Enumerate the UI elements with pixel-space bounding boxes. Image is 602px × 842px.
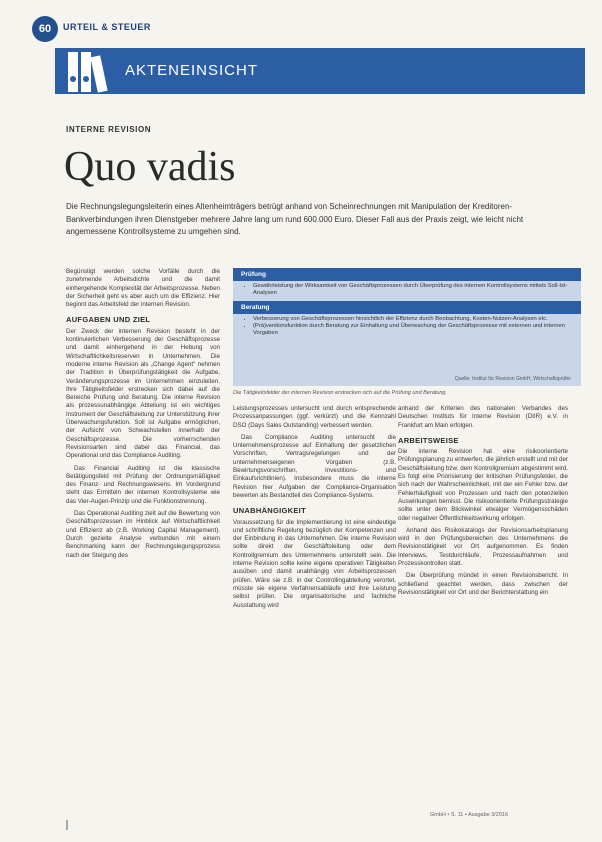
page-footer: GmbH • S. 11 • Ausgabe 3/2016 <box>430 812 509 818</box>
subhead-arbeitsweise: ARBEITSWEISE <box>398 435 459 445</box>
list-item: • Gewährleistung der Wirksamkeit von Geschäftsprozessen durch Überprüfung des internen Kontrollsystems mittels Soll-Ist-Analysen <box>253 283 581 298</box>
page-number: 60 <box>32 16 58 42</box>
margin-mark <box>66 820 68 830</box>
paragraph: Leistungsprozesses untersucht und durch entsprechende Prozessanpassungen (ggf. verkürzt) und die Kennzahl DSO (Days Sales Outstanding) verbessert werden. <box>233 405 396 429</box>
subhead-aufgaben: AUFGABEN UND ZIEL <box>66 315 151 325</box>
column-1 <box>66 268 220 564</box>
paragraph: Der Zweck der internen Revision besteht in der kontinuierlichen Verbesserung der Geschäftsprozesse und damit einhergehend in der Hebung von Wirtschaftlichkeitsreserven in Unternehmen. Die moderne interne Revision als „Change Agent“ nehmen der Tradition in Überprüfungstätigkeit die Aufgabe, Veränderungsprozesse im Unternehmen einzuleiten. Ihre Tätigkeitsfelder erstrecken sich dabei auf die Bereiche Prüfung und Beratung. Die interne Revision als prozessunabhängige Abteilung ist ein wichtiges Instrument der Geschäftsleitung zur Unterstützung ihrer Überwachungsfunktion. Soll ist Aufgabe ermöglichen, der Aufsicht von Schwachstellen innerhalb der Geschäftsprozesse. Die vorherrschenden Revisionsarten sind dabei das Financial, das Operational und das Compliance Auditing. <box>66 327 220 460</box>
paragraph: Die interne Revision hat eine risikoorientierte Prüfungsplanung zu entwerfen, die jährlich erstellt und mit der Geschäftsleitung bzw. dem Kontrollgremium abgestimmt wird. Es folgt eine Priorisierung der kritischen Prüfungsfelder, die sich nach der Wahrscheinlichkeit, mit der ein Fehler bzw. der Fehlerhäufigkeit von Prozessen und nach den potenziellen Auswirkungen bemisst. Die risikoorientierte Prüfungsstrategie sollte unter dem Blickwinkel etwaiger Vermögensschäden oder negativer Öffentlichkeitswirkung erfolgen. <box>398 448 568 522</box>
paragraph: anhand der Kriterien des nationalen Verbandes des Deutschen Instituts für Interne Revision (DIIR) e.V. in Frankfurt am Main erfolgen. <box>398 405 568 429</box>
infobox-heading-pruefung: Prüfung <box>233 268 581 281</box>
list-item: • (Prä)ventionsfunktion durch Beratung zur Einhaltung und Überwachung der Geschäftsprozesse mit externen und internen Vorgaben <box>253 323 581 338</box>
infobox-list-beratung <box>233 316 581 338</box>
column-3 <box>398 405 568 601</box>
column-2 <box>233 405 396 614</box>
infobox-source: Quelle: Institut für Revision GmbH, Wirtschaftsprüfer <box>454 376 571 382</box>
list-item: • Verbesserung von Geschäftsprozessen hinsichtlich der Effizienz durch Beobachtung, Kosten-Nutzen-Analysen etc. <box>253 316 581 323</box>
paragraph: Voraussetzung für die Implementierung ist eine eindeutige und schriftliche Regelung bezüglich der Kompetenzen und der Einbindung in das Unternehmen. Die interne Revision sollte direkt der Geschäftsleitung oder dem Kontrollgremium des Unternehmens unterstellt sein. Die interne Revision sollte keine eigene operativen Tätigkeiten ausüben und damit unabhängig von Arbeitsprozessen prüfen. Wäre sie z.B. in der Controllingabteilung verortet, müsste sie eigene Verfahrensabläufe und ihre Leistung selbst prüfen. Die organisatorische und fachliche Ausstattung wird <box>233 518 396 609</box>
info-box <box>233 268 581 386</box>
paragraph: Die Überprüfung mündet in einen Revisionsbericht. In schließend geachtet werden, dass zwischen der Revisionstätigkeit vor Ort und der Berichterstattung ein <box>398 572 568 596</box>
article-kicker: INTERNE REVISION <box>66 125 152 134</box>
infobox-heading-beratung: Beratung <box>233 301 581 314</box>
paragraph: Begünstigt werden solche Vorfälle durch die zunehmende Arbeitsdichte und die damit einhergehende Komplexität der Arbeitsprozesse. Neben der Sicherheit geht es aber auch um die Effizienz. Hier beginnt das Arbeitsfeld der internen Revision. <box>66 268 220 309</box>
binders-icon <box>66 50 114 94</box>
paragraph: Anhand des Risikokatalogs der Revisionsarbeitsplanung wird in den Prüfungsbereichen des Unternehmens die Revisionstätigkeit vor Ort aufgenommen. Es finden Interviews, Testdurchläufe, Prozessaufnahmen und Prozesskontrollen statt. <box>398 526 568 568</box>
article-lead: Die Rechnungslegungsleiterin eines Altenheimträgers betrügt anhand von Scheinrechnungen mit Manipulation der Kreditoren-Bankverbindungen ihren Dienstgeber mehrere Jahre lang um rund 600.000 Euro. Dieser Fall aus der Praxis zeigt, wie leicht nicht angemessene Kontrollsysteme zu umgehen sind. <box>66 202 524 236</box>
banner-title: AKTENEINSICHT <box>125 62 259 79</box>
infobox-caption: Die Tätigkeitsfelder der internen Revision erstrecken sich auf die Prüfung und Beratung. <box>233 390 448 396</box>
paragraph: Das Operational Auditing zielt auf die Bewertung von Geschäftsprozessen im Hinblick auf Wirtschaftlichkeit und Effizienz ab (z.B. Working Capital Management). Durch gezielte Analyse verbunden mit einem Benchmarking kann der Rechnungslegungsprozess nach der Steigung des <box>66 510 220 559</box>
article-headline: Quo vadis <box>64 144 236 190</box>
section-label: URTEIL & STEUER <box>63 22 151 32</box>
paragraph: Das Financial Auditing ist die klassische Betätigungsfeld mit Prüfung der Ordnungsmäßigkeit des Finanz- und Rechnungswesens. Im Vordergrund steht das Ermitteln der internen Kontrollsysteme wie das Vier-Augen-Prinzip und die Funktionstrennung. <box>66 464 220 505</box>
subhead-unabhaengigkeit: UNABHÄNGIGKEIT <box>233 506 306 516</box>
infobox-list-pruefung <box>233 283 581 298</box>
paragraph: Das Compliance Auditing untersucht die Unternehmensprozesse auf Einhaltung der gesetzlichen Vorschriften, Vertragsregelungen und der unternehmenseigenen Vorgaben (z.B. Bewirtungsvorschriften, Investitions- und Einkaufsrichtlinien). Insbesondere muss die interne Revision hier Aufgaben der Compliance-Organisation bewerten als Bestandteil des Compliance-Systems. <box>233 433 396 499</box>
